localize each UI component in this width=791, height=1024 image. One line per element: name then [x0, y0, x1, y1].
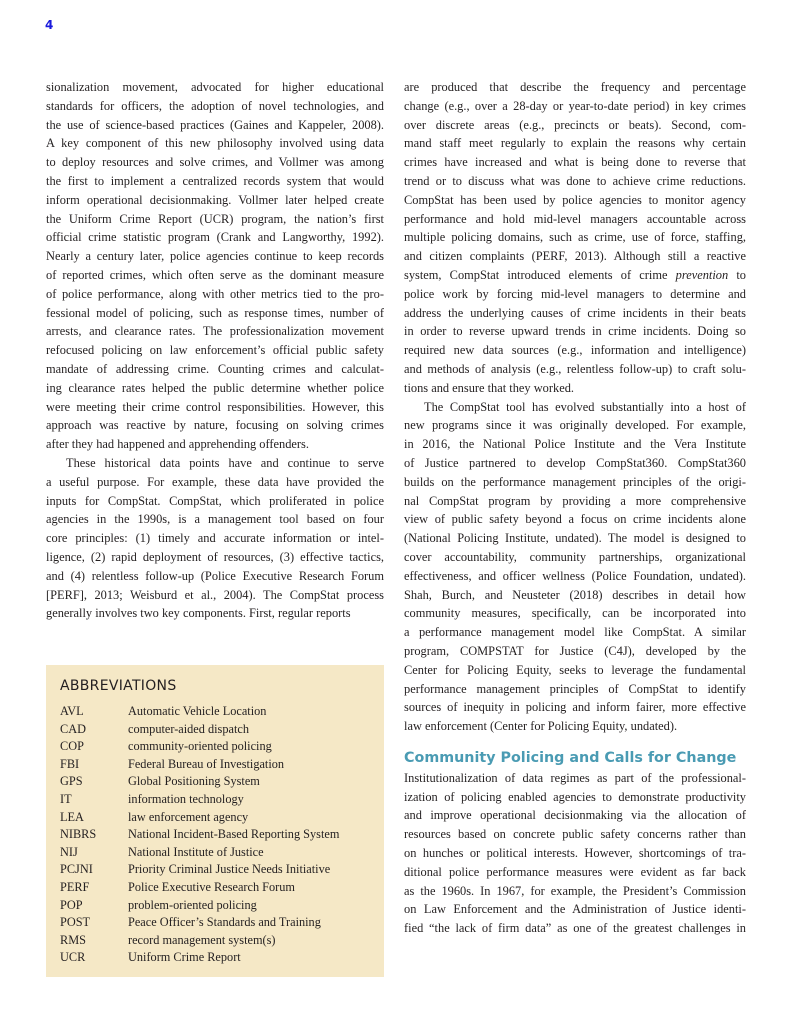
body-text-line: the first to implement a centralized records system that would [46, 173, 384, 188]
body-text-line: fessional model of policing, such as response times, number of [46, 305, 384, 320]
abbreviation-definition: Priority Criminal Justice Needs Initiative [128, 862, 331, 877]
body-text-line: arrests, and clearance rates. The professionalization movement [46, 324, 384, 339]
body-text-line: and citizen complaints (PERF, 2013). Although still a reactive [404, 249, 746, 264]
abbreviation-code: POP [60, 897, 83, 912]
abbreviation-row [60, 861, 384, 879]
abbreviations-list [60, 703, 384, 967]
body-text-line: [PERF], 2013; Weisburd et al., 2004). The CompStat process [46, 587, 384, 602]
body-text-line: to deploy resources and solve crimes, and Vollmer was among [46, 155, 384, 170]
text-fragment: to [728, 267, 746, 282]
body-text-line: required new data sources (e.g., information and intelligence) [404, 343, 746, 358]
body-text-line: refocused policing on law enforcement’s official public safety [46, 343, 384, 358]
body-text-line: and methods of analysis (e.g., relentless follow-up) to craft solu- [404, 361, 746, 376]
abbreviations-title: ABBREVIATIONS [60, 678, 177, 694]
abbreviation-row [60, 879, 384, 897]
body-text-line: of Justice partnered to develop CompStat360. CompStat360 [404, 455, 746, 470]
body-text-line: in 2016, the National Police Institute and the Vera Institute [404, 437, 746, 452]
section-heading: Community Policing and Calls for Change [404, 749, 737, 766]
body-text-line: on hunches or political interests. However, shortcomings of tra- [404, 846, 746, 861]
body-text-line: view of public safety beyond a focus on crime incidents alone [404, 512, 746, 527]
body-text-line: builds on the performance management principles of the origi- [404, 474, 746, 489]
abbreviation-definition: Uniform Crime Report [128, 950, 241, 965]
body-text-line: effectiveness, and officer wellness (Police Foundation, undated). [404, 568, 746, 583]
body-text-line: ditional police performance measures were evident as far back [404, 864, 746, 879]
italic-emphasis: prevention [675, 267, 729, 282]
body-text-line: in order to reverse upward trends in crime incidents. Doing so [404, 324, 746, 339]
abbreviation-code: LEA [60, 809, 84, 824]
abbreviation-definition: National Institute of Justice [128, 844, 264, 859]
body-text-line: and improve operational decisionmaking via the allocation of [404, 808, 746, 823]
body-text-line: new programs since it was originally developed. For example, [404, 418, 746, 433]
body-text-line: CompStat has been used by police agencies to monitor agency [404, 192, 746, 207]
body-text-line: generally involves two key components. First, regular reports [46, 606, 351, 621]
body-text-line: ligence, (2) rapid deployment of resources, (3) effective tactics, [46, 549, 384, 564]
body-text-line: sionalization movement, advocated for higher educational [46, 80, 384, 94]
body-text-line: police work by forcing mid-level managers to determine and [404, 286, 746, 301]
right-column [404, 78, 746, 938]
abbreviation-row [60, 791, 384, 809]
body-text-line: address the underlying causes of crime incidents in their beats [404, 305, 746, 320]
body-text-line: Institutionalization of data regimes as part of the professional- [404, 770, 746, 785]
body-text-line: tions and ensure that they worked. [404, 380, 574, 395]
abbreviation-row [60, 826, 384, 844]
abbreviation-definition: record management system(s) [128, 932, 276, 947]
body-text-line: standards for officers, the adoption of novel technologies, and [46, 98, 384, 113]
abbreviation-definition: law enforcement agency [128, 809, 249, 824]
body-text-line: trend or to discuss what was done to achieve crime reductions. [404, 173, 746, 188]
left-column [46, 78, 384, 623]
abbreviation-definition: problem-oriented policing [128, 897, 257, 912]
body-text-line: community measures, specifically, can be incorporated into [404, 606, 746, 621]
body-text-line: sources of inequity in policing and inform fairer, more effective [404, 700, 746, 715]
body-text-line: A key component of this new philosophy involved using data [46, 136, 384, 151]
body-text-line: Shah, Burch, and Neusteter (2018) describes in detail how [404, 587, 746, 602]
body-text-line: of reported crimes, which often serve as the dominant measure [46, 267, 384, 282]
body-text-line: inputs for CompStat. CompStat, which proliferated in police [46, 493, 384, 508]
abbreviations-box [46, 665, 384, 977]
abbreviation-row [60, 756, 384, 774]
abbreviation-definition: computer-aided dispatch [128, 721, 249, 736]
abbreviation-code: NIJ [60, 844, 78, 859]
body-text-line: cover accountability, community partnerships, organizational [404, 549, 746, 564]
body-text-line: Center for Policing Equity, seeks to leverage the fundamental [404, 662, 746, 677]
body-text-line: These historical data points have and continue to serve [66, 455, 384, 470]
abbreviation-code: POST [60, 915, 91, 930]
body-text-line: agencies in the 1990s, is a management tool based on four [46, 512, 384, 527]
abbreviation-definition: Peace Officer’s Standards and Training [128, 915, 321, 930]
body-text-line: were meeting their crime control responsibilities. However, this [46, 399, 384, 414]
abbreviation-definition: National Incident-Based Reporting System [128, 827, 340, 842]
abbreviation-code: GPS [60, 774, 83, 789]
abbreviation-row [60, 773, 384, 791]
abbreviation-code: NIBRS [60, 827, 97, 842]
body-text-line: Nearly a century later, police agencies continue to keep records [46, 249, 384, 264]
body-text-line: inform operational decisionmaking. Vollmer later helped create [46, 192, 384, 207]
page-number: 4 [45, 18, 54, 32]
text-fragment: system, CompStat introduced elements of crime [404, 267, 676, 282]
body-text-line: and (4) relentless follow-up (Police Executive Research Forum [46, 568, 384, 583]
abbreviation-definition: community-oriented policing [128, 739, 272, 754]
abbreviation-row [60, 932, 384, 950]
body-text-line: the Uniform Crime Report (UCR) program, the nation’s first [46, 211, 384, 226]
body-text-line: change (e.g., over a 28-day or year-to-date period) in key crimes [404, 98, 746, 113]
body-text-line: resources based on concrete public safety concerns rather than [404, 827, 746, 842]
body-text-line: (National Policing Institute, undated). The model is designed to [404, 531, 746, 546]
abbreviation-definition: Global Positioning System [128, 774, 260, 789]
body-text-line: mandate of addressing crime. Counting crimes and calculat- [46, 361, 384, 376]
body-text-line: as the 1960s. In 1967, for example, the President’s Commission [404, 883, 746, 898]
abbreviation-row [60, 703, 384, 721]
body-text-line: over discrete areas (e.g., precincts or beats). Second, com- [404, 117, 746, 132]
body-text-line: The CompStat tool has evolved substantially into a host of [424, 399, 746, 414]
abbreviation-row [60, 738, 384, 756]
body-text-line: ing clearance rates helped the public determine whether police [46, 380, 384, 395]
abbreviation-code: CAD [60, 721, 86, 736]
abbreviation-code: IT [60, 791, 72, 806]
abbreviation-code: COP [60, 739, 84, 754]
body-text-line: nal CompStat program by providing a more comprehensive [404, 493, 746, 508]
body-text-line: program, COMPSTAT for Justice (C4J), developed by the [404, 643, 746, 658]
abbreviation-code: UCR [60, 950, 86, 965]
body-text-line: a useful purpose. For example, these data have provided the [46, 474, 384, 489]
body-text-line: law enforcement (Center for Policing Equity, undated). [404, 719, 678, 734]
body-text-line: mand staff meet regularly to explain the reasons why certain [404, 136, 746, 151]
body-text-line: official crime statistic program (Crank and Langworthy, 1992). [46, 230, 384, 245]
body-text-line: approach was reactive by nature, focusing on solving crimes [46, 418, 384, 433]
abbreviation-row [60, 914, 384, 932]
abbreviation-code: AVL [60, 704, 84, 718]
abbreviation-row [60, 809, 384, 827]
abbreviation-definition: Automatic Vehicle Location [128, 704, 267, 718]
body-text-line: multiple policing domains, such as crime, use of force, staffing, [404, 230, 746, 245]
body-text-line: the use of science-based practices (Gaines and Kappeler, 2008). [46, 117, 384, 132]
abbreviation-code: PERF [60, 879, 90, 894]
abbreviation-row [60, 721, 384, 739]
body-text-line: after they had happened and apprehending offenders. [46, 437, 309, 452]
abbreviation-definition: Police Executive Research Forum [128, 879, 295, 894]
body-text-line [404, 266, 746, 285]
body-text-line: crimes have increased and what is being done to reverse that [404, 155, 746, 170]
abbreviation-code: FBI [60, 756, 80, 771]
body-text-line: performance management principles of CompStat to identify [404, 681, 746, 696]
body-text-line: ization of policing enabled agencies to demonstrate productivity [404, 789, 746, 804]
body-text-line: fied “the lack of firm data” as one of the greatest challenges in [404, 921, 746, 936]
abbreviation-definition: Federal Bureau of Investigation [128, 756, 285, 771]
body-text-line: a performance management model like CompStat. A similar [404, 625, 746, 640]
body-text-line: core principles: (1) timely and accurate information or intel- [46, 531, 384, 546]
abbreviation-code: PCJNI [60, 862, 93, 877]
body-text-line: on Law Enforcement and the Administration of Justice identi- [404, 902, 746, 917]
body-text-line: are produced that describe the frequency and percentage [404, 80, 746, 94]
abbreviation-code: RMS [60, 932, 86, 947]
body-text-line: performance and hold mid-level managers accountable across [404, 211, 746, 226]
abbreviation-row [60, 949, 384, 967]
abbreviation-row [60, 844, 384, 862]
abbreviation-row [60, 897, 384, 915]
abbreviation-definition: information technology [128, 791, 244, 806]
body-text-line: of police performance, along with other metrics tied to the pro- [46, 286, 384, 301]
